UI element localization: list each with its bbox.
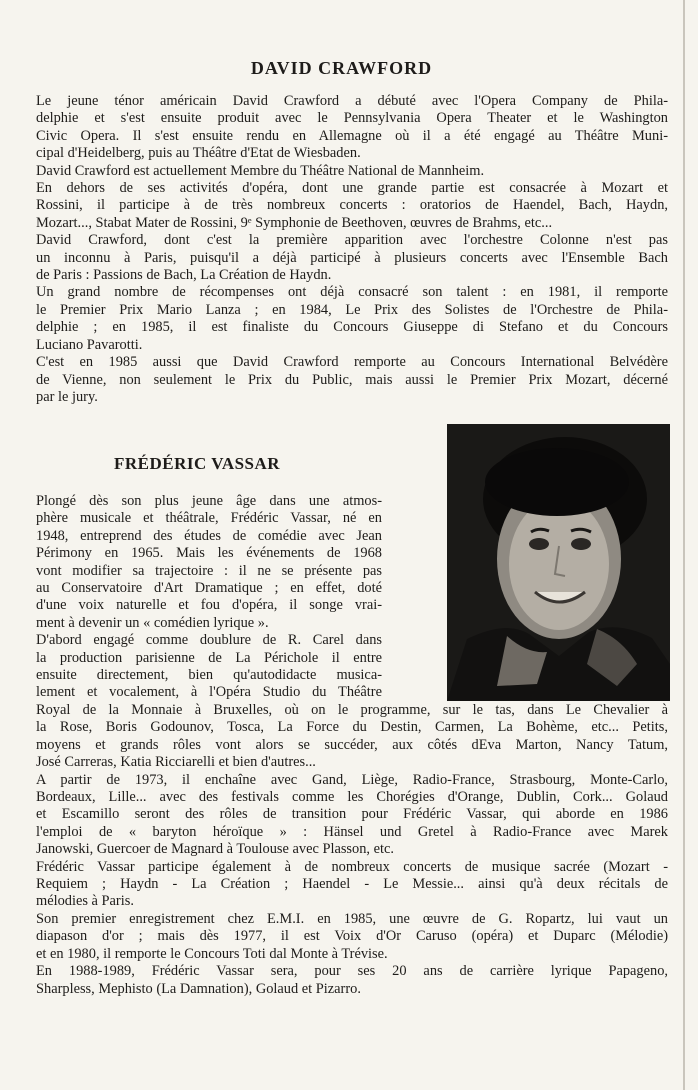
text-line: au Conservatoire d'Art Dramatique ; en effet, doté (36, 580, 382, 597)
text-line: En 1988-1989, Frédéric Vassar sera, pour ses 20 ans de carrière lyrique Papageno, (36, 963, 668, 980)
text-line: un inconnu à Paris, puisqu'il a déjà participé à plusieurs concerts avec l'Ensemble Bach (36, 249, 668, 266)
text-line: Janowski, Guercoer de Magnard à Toulouse avec Plasson, etc. (36, 841, 394, 858)
text-line: Frédéric Vassar participe également à de nombreux concerts de musique sacrée (Mozart - (36, 858, 668, 875)
text-line: Bordeaux, Lille... avec des festivals comme les Chorégies d'Orange, Dublin, Cork... Golaud (36, 789, 668, 806)
text-line: par le jury. (36, 388, 98, 405)
crawford-biography (36, 93, 668, 406)
text-line: Son premier enregistrement chez E.M.I. en 1985, une œuvre de G. Ropartz, lui vaut un (36, 910, 668, 927)
text-line: C'est en 1985 aussi que David Crawford remporte au Concours International Belvédère (36, 354, 668, 371)
text-line: Royal de la Monnaie à Bruxelles, où on le programme, sur le tas, dans Le Chevalier à (36, 702, 668, 718)
text-line: delphie et s'est ensuite produit avec le Pennsylvania Opera Theater et le Washington (36, 110, 668, 127)
text-line: et en 1980, il remporte le Concours Toti dal Monte à Trévise. (36, 945, 388, 962)
text-line: Luciano Pavarotti. (36, 336, 143, 353)
text-line: ment à devenir un « comédien lyrique ». (36, 614, 269, 631)
vassar-biography-career (36, 702, 668, 998)
text-line: mélodies à Paris. (36, 893, 134, 910)
crawford-heading: DAVID CRAWFORD (250, 58, 433, 78)
text-line: 1948, entreprend des études de comédie avec Jean (36, 527, 382, 544)
text-line: A partir de 1973, il enchaîne avec Gand, Liège, Radio-France, Strasbourg, Monte-Carlo, (36, 771, 668, 788)
text-line: ensuite directement, bien qu'autodidacte musica- (36, 667, 382, 684)
text-line: Requiem ; Haydn - La Création ; Haendel - Le Messie... ainsi qu'à deux récitals de (36, 876, 668, 893)
text-line: la production parisienne de La Périchole il entre (36, 649, 382, 666)
text-line: Sharpless, Mephisto (La Damnation), Golaud et Pizarro. (36, 980, 361, 997)
text-line: Plongé dès son plus jeune âge dans une atmos- (36, 493, 382, 509)
text-line: la Rose, Boris Godounov, Tosca, La Force du Destin, Carmen, La Bohème, etc... Petits, (36, 719, 668, 736)
text-line: Rossini, il participe à de très nombreux concerts : oratorios de Haendel, Bach, Haydn, (36, 197, 668, 214)
text-line: de Paris : Passions de Bach, La Création de Haydn. (36, 267, 332, 284)
text-line: delphie ; en 1985, il est finaliste du Concours Giuseppe di Stefano et du Concours (36, 319, 668, 336)
page-edge (683, 0, 685, 1090)
text-line: Un grand nombre de récompenses ont déjà consacré son talent : en 1981, il remporte (36, 284, 668, 301)
text-line: diapason d'or ; mais dès 1977, il est Voix d'Or Caruso (opéra) et Duparc (Mélodie) (36, 928, 668, 945)
text-line: le Premier Prix Mario Lanza ; en 1984, Le Prix des Solistes de l'Orchestre de Phila- (36, 301, 668, 318)
text-line: En dehors de ses activités d'opéra, dont une grande partie est consacrée à Mozart et (36, 180, 668, 197)
text-line: David Crawford, dont c'est la première apparition avec l'orchestre Colonne n'est pas (36, 232, 668, 249)
text-line: cipal d'Heidelberg, puis au Théâtre d'Etat de Wiesbaden. (36, 145, 361, 162)
text-line: et Escamillo seront des rôles de transition pour Frédéric Vassar, qui aborde en 1986 (36, 806, 668, 823)
vassar-heading: FRÉDÉRIC VASSAR (114, 454, 281, 473)
text-line: vont modifier sa trajectoire : il ne se présente pas (36, 562, 382, 579)
text-line: Mozart..., Stabat Mater de Rossini, 9ᵉ Symphonie de Beethoven, œuvres de Brahms, etc... (36, 214, 553, 231)
vassar-portrait-photo (447, 424, 670, 701)
text-line: David Crawford est actuellement Membre du Théâtre National de Mannheim. (36, 162, 485, 179)
text-line: lement et vocalement, à l'Opéra Studio du Théâtre (36, 684, 382, 701)
text-line: D'abord engagé comme doublure de R. Carel dans (36, 632, 382, 649)
text-line: phère musicale et théâtrale, Frédéric Vassar, né en (36, 510, 382, 527)
text-line: l'emploi de « baryton héroïque » : Hänsel und Gretel à Radio-France avec Marek (36, 823, 668, 840)
text-line: d'une voix naturelle et fou d'opéra, il songe vrai- (36, 597, 382, 614)
text-line: Le jeune ténor américain David Crawford a débuté avec l'Opera Company de Phila- (36, 93, 668, 109)
text-line: Civic Opera. Il s'est ensuite rendu en Allemagne où il a été engagé au Théâtre Muni- (36, 127, 668, 144)
vassar-biography-intro (36, 493, 382, 702)
text-line: José Carreras, Katia Ricciarelli et bien d'autres... (36, 754, 316, 771)
text-line: Périmony en 1965. Mais les événements de 1968 (36, 545, 382, 562)
text-line: moyens et grands rôles vont alors se succéder, aux côtés dEva Marton, Nancy Tatum, (36, 736, 668, 753)
text-line: de Vienne, non seulement le Prix du Public, mais aussi le Premier Prix Mozart, décerné (36, 371, 668, 388)
